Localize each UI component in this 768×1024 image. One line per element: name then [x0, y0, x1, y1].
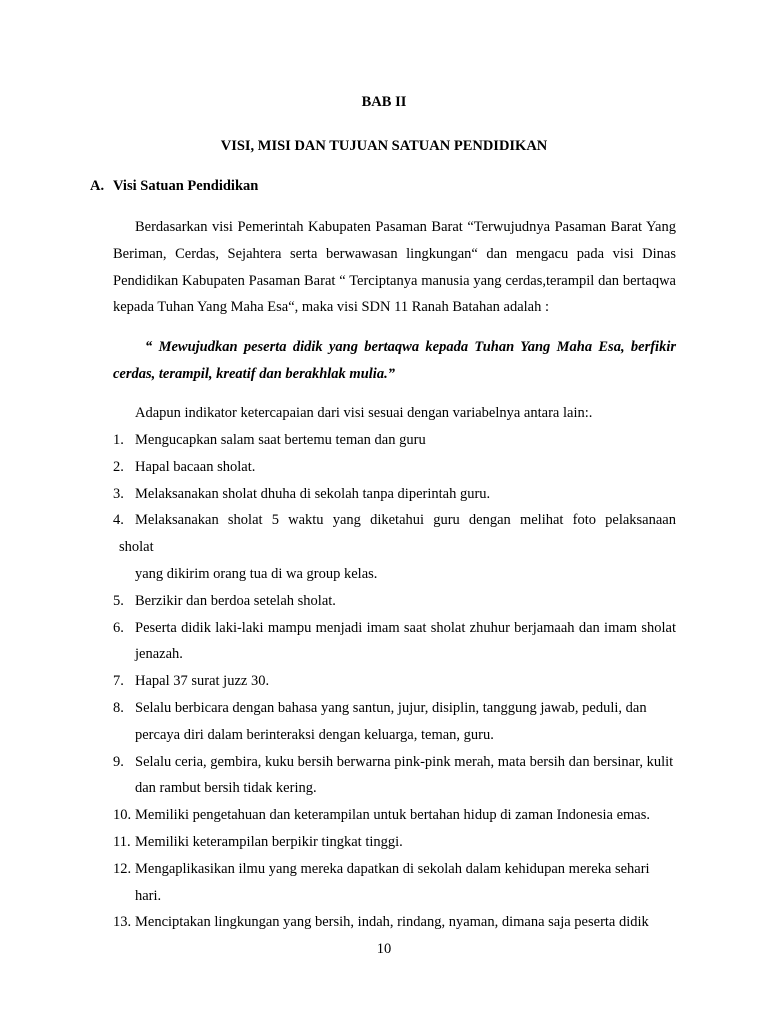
- list-item: [113, 695, 676, 749]
- list-item-text: Melaksanakan sholat dhuha di sekolah tanpa diperintah guru.: [135, 485, 491, 502]
- list-item-number: 7.: [113, 673, 124, 690]
- list-item-text: Hapal bacaan sholat.: [135, 458, 256, 475]
- list-item-number: 1.: [113, 432, 124, 448]
- list-item-number: 5.: [113, 592, 124, 609]
- section-letter: A.: [90, 178, 105, 194]
- indicators-intro: Adapun indikator ketercapaian dari visi sesuai dengan variabelnya antara lain:.: [135, 405, 593, 421]
- list-item: [113, 427, 676, 454]
- list-item-text: Mengucapkan salam saat bertemu teman dan guru: [135, 432, 426, 448]
- list-item-line: sholat: [119, 539, 154, 556]
- indicator-list: [113, 427, 676, 936]
- vision-statement: “ Mewujudkan peserta didik yang bertaqwa kepada Tuhan Yang Maha Esa, berfikir cerdas, terampil, kreatif dan berakhlak mulia.”: [113, 339, 676, 382]
- list-item: [113, 668, 676, 695]
- list-item-line: yang dikirim orang tua di wa group kelas.: [135, 565, 378, 582]
- list-item-number: 10.: [113, 807, 132, 824]
- list-item-number: 12.: [113, 860, 132, 877]
- list-item: [113, 615, 676, 669]
- list-item: [113, 588, 676, 615]
- list-item-text: Selalu berbicara dengan bahasa yang santun, jujur, disiplin, tanggung jawab, peduli, dan percaya diri dalam berinteraksi dengan keluarga, teman, guru.: [135, 699, 647, 743]
- list-item-text: Memiliki pengetahuan dan keterampilan untuk bertahan hidup di zaman Indonesia emas.: [135, 807, 650, 824]
- chapter-title: VISI, MISI DAN TUJUAN SATUAN PENDIDIKAN: [220, 138, 548, 154]
- list-item-number: 11.: [113, 833, 131, 850]
- list-item-number: 2.: [113, 458, 124, 475]
- list-item-number: 9.: [113, 753, 124, 770]
- section-heading: [90, 178, 258, 195]
- list-item-text: Selalu ceria, gembira, kuku bersih berwarna pink-pink merah, mata bersih dan bersinar, kulit dan rambut bersih tidak kering.: [135, 753, 674, 797]
- list-item: [113, 454, 676, 481]
- intro-paragraph: Berdasarkan visi Pemerintah Kabupaten Pasaman Barat “Terwujudnya Pasaman Barat Yang Beriman, Cerdas, Sejahtera serta berwawasan lingkungan“ dan mengacu pada visi Dinas Pendidikan Kabupaten Pasaman Barat “ Terciptanya manusia yang cerdas,terampil dan bertaqwa kepada Tuhan Yang Maha Esa“, maka visi SDN 11 Ranah Batahan adalah :: [113, 219, 676, 316]
- list-item-text: Peserta didik laki-laki mampu menjadi imam saat sholat zhuhur berjamaah dan imam sholat jenazah.: [135, 619, 676, 663]
- list-item-text: Mengaplikasikan ilmu yang mereka dapatkan di sekolah dalam kehidupan mereka sehari hari.: [135, 860, 650, 904]
- list-item: [113, 749, 676, 803]
- list-item: [113, 507, 676, 587]
- list-item-number: 3.: [113, 485, 124, 502]
- list-item-text: Menciptakan lingkungan yang bersih, indah, rindang, nyaman, dimana saja peserta didik: [135, 914, 649, 931]
- page-number: 10: [376, 941, 392, 957]
- section-title: Visi Satuan Pendidikan: [113, 178, 259, 194]
- list-item: [113, 802, 676, 829]
- list-item-text: Melaksanakan sholat 5 waktu yang diketahui guru dengan melihat foto pelaksanaan: [135, 512, 676, 529]
- list-item-line: [113, 507, 676, 534]
- list-item-number: 4.: [113, 512, 124, 529]
- list-item: [113, 856, 676, 910]
- chapter-heading: BAB II: [361, 94, 407, 110]
- list-item: [113, 829, 676, 856]
- list-item-text: Berzikir dan berdoa setelah sholat.: [135, 592, 336, 609]
- list-item-number: 8.: [113, 699, 124, 716]
- list-item-number: 6.: [113, 619, 124, 636]
- list-item-text: Hapal 37 surat juzz 30.: [135, 673, 270, 690]
- list-item: [113, 481, 676, 508]
- list-item: [113, 909, 676, 936]
- list-item-text: Memiliki keterampilan berpikir tingkat tinggi.: [135, 833, 403, 850]
- list-item-number: 13.: [113, 914, 132, 931]
